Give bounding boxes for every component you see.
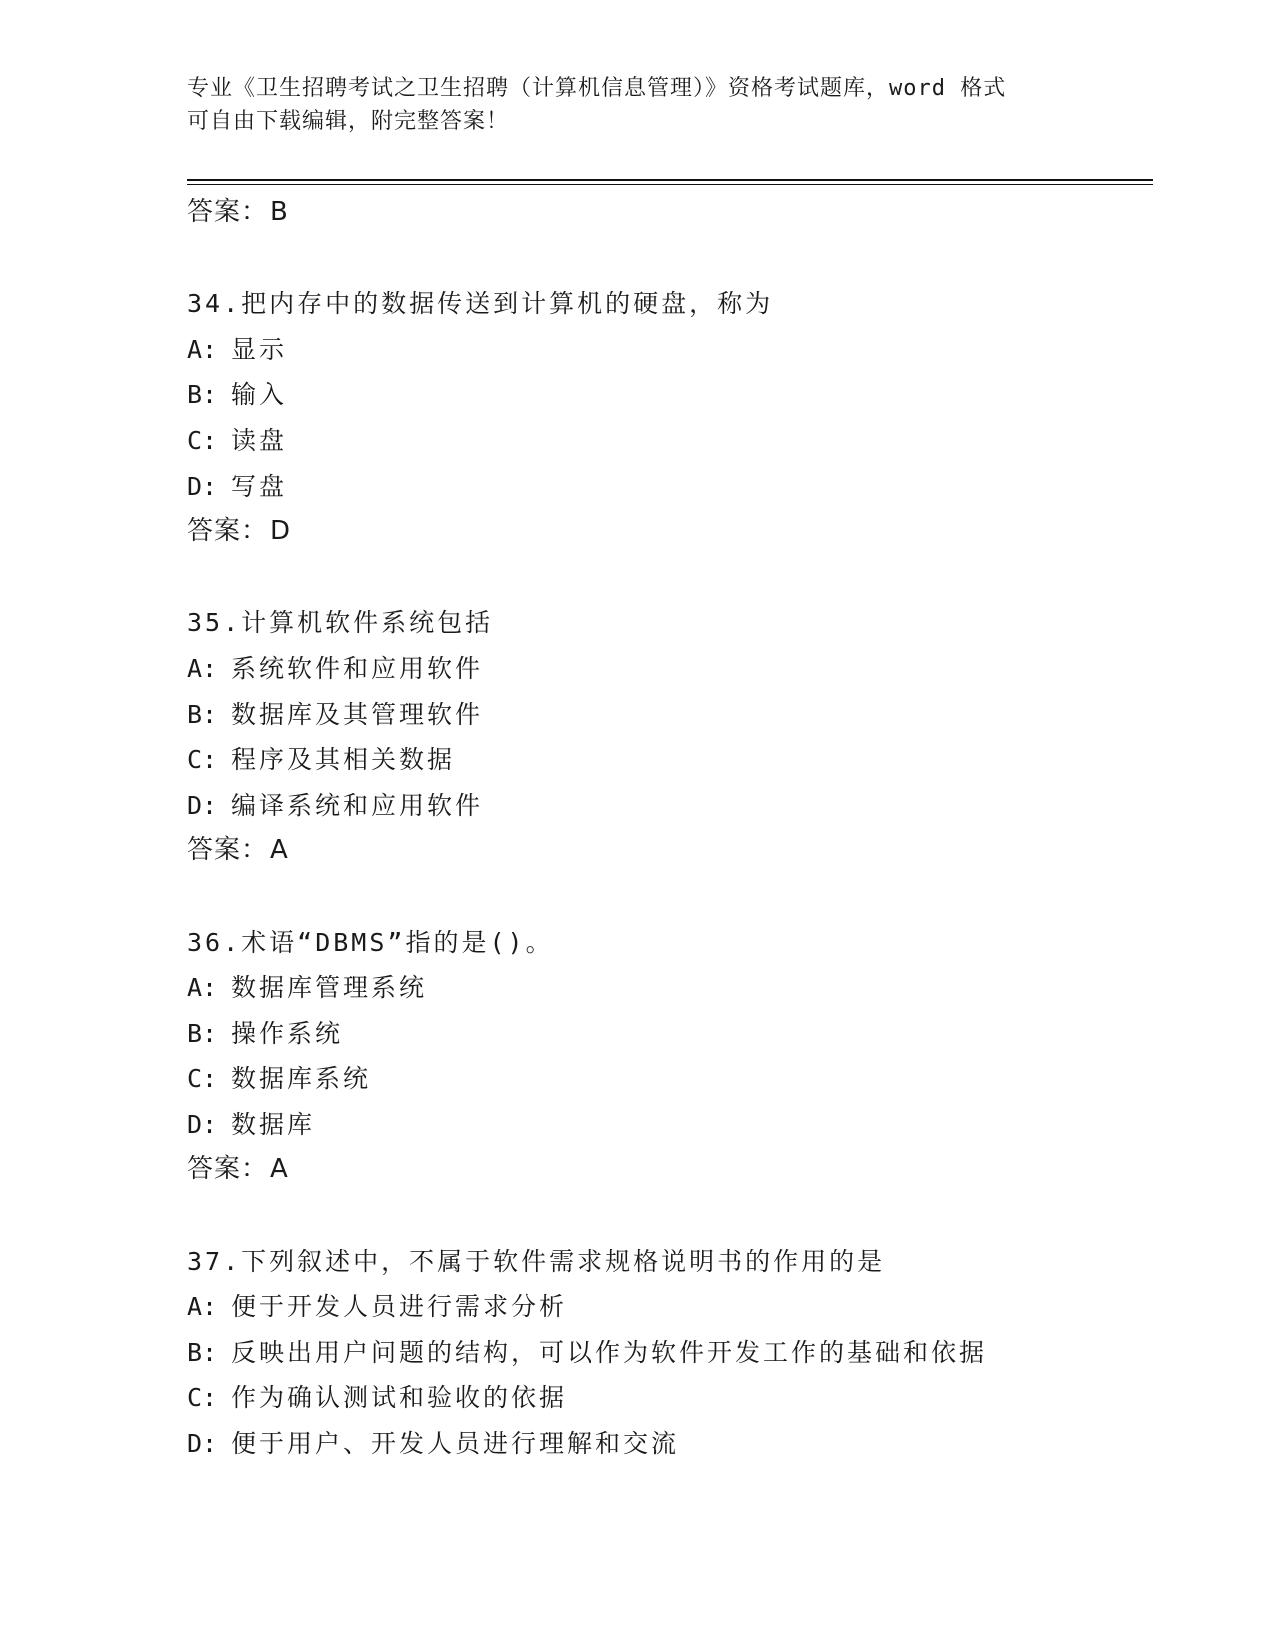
header-divider-thin — [187, 184, 1153, 185]
option-letter: D: — [187, 1429, 218, 1459]
spacer — [187, 1193, 1147, 1239]
question-answer — [187, 509, 1147, 555]
option-text: 数据库及其管理软件 — [231, 699, 484, 729]
answer-value: A — [270, 835, 289, 866]
answer-label: 答案： — [187, 516, 269, 547]
option-letter: B: — [187, 699, 218, 729]
option-a — [187, 646, 1147, 692]
option-text: 数据库管理系统 — [231, 973, 428, 1003]
option-c — [187, 1056, 1147, 1102]
question-stem: 35.计算机软件系统包括 — [187, 608, 494, 638]
option-letter: D: — [187, 471, 218, 501]
option-a — [187, 965, 1147, 1011]
option-d — [187, 464, 1147, 510]
option-letter: C: — [187, 1064, 218, 1094]
header-title-line-2: 可自由下载编辑，附完整答案！ — [187, 109, 510, 134]
question-block — [187, 281, 1147, 555]
option-c — [187, 737, 1147, 783]
option-letter: D: — [187, 790, 218, 820]
option-text: 读盘 — [231, 425, 288, 455]
question-stem: 37.下列叙述中，不属于软件需求规格说明书的作用的是 — [187, 1246, 886, 1276]
option-text: 便于开发人员进行需求分析 — [231, 1292, 568, 1322]
header-title-line-1: 专业《卫生招聘考试之卫生招聘（计算机信息管理）》资格考试题库，word 格式 — [187, 76, 1007, 101]
option-c — [187, 1375, 1147, 1421]
option-a — [187, 1284, 1147, 1330]
answer-value: D — [270, 516, 292, 547]
option-letter: A: — [187, 1292, 218, 1322]
question-block — [187, 920, 1147, 1194]
previous-answer — [187, 190, 1147, 236]
question-block — [187, 1239, 1147, 1467]
option-letter: C: — [187, 425, 218, 455]
question-answer — [187, 1147, 1147, 1193]
option-letter: C: — [187, 1383, 218, 1413]
option-letter: A: — [187, 973, 218, 1003]
option-text: 便于用户、开发人员进行理解和交流 — [231, 1429, 680, 1459]
option-text: 作为确认测试和验收的依据 — [231, 1383, 568, 1413]
option-c — [187, 418, 1147, 464]
option-d — [187, 1102, 1147, 1148]
option-text: 显示 — [231, 334, 288, 364]
option-letter: A: — [187, 653, 218, 683]
answer-label: 答案： — [187, 197, 269, 227]
answer-value: A — [270, 1154, 289, 1185]
option-text: 数据库系统 — [231, 1064, 372, 1094]
spacer — [187, 236, 1147, 282]
document-header — [187, 72, 1087, 138]
option-text: 反映出用户问题的结构，可以作为软件开发工作的基础和依据 — [231, 1337, 988, 1367]
question-answer — [187, 828, 1147, 874]
answer-label: 答案： — [187, 835, 269, 866]
spacer — [187, 874, 1147, 920]
option-letter: C: — [187, 745, 218, 775]
option-text: 系统软件和应用软件 — [231, 653, 484, 683]
question-list — [187, 190, 1147, 1467]
option-letter: B: — [187, 1337, 218, 1367]
question-block — [187, 600, 1147, 874]
option-letter: B: — [187, 1018, 218, 1048]
option-letter: B: — [187, 380, 218, 410]
option-b — [187, 372, 1147, 418]
spacer — [187, 555, 1147, 601]
question-stem: 34.把内存中的数据传送到计算机的硬盘，称为 — [187, 289, 774, 319]
option-text: 程序及其相关数据 — [231, 745, 456, 775]
option-letter: D: — [187, 1109, 218, 1139]
option-text: 操作系统 — [231, 1018, 344, 1048]
answer-value: B — [270, 197, 289, 227]
answer-label: 答案： — [187, 1154, 269, 1185]
header-divider-thick — [187, 179, 1153, 181]
option-d — [187, 783, 1147, 829]
option-a — [187, 327, 1147, 373]
option-text: 编译系统和应用软件 — [231, 790, 484, 820]
option-b — [187, 692, 1147, 738]
option-text: 输入 — [231, 380, 288, 410]
option-d — [187, 1421, 1147, 1467]
option-text: 数据库 — [231, 1109, 316, 1139]
option-b — [187, 1011, 1147, 1057]
option-b — [187, 1330, 1147, 1376]
option-text: 写盘 — [231, 471, 288, 501]
option-letter: A: — [187, 334, 218, 364]
question-stem: 36.术语“DBMS”指的是()。 — [187, 927, 554, 957]
